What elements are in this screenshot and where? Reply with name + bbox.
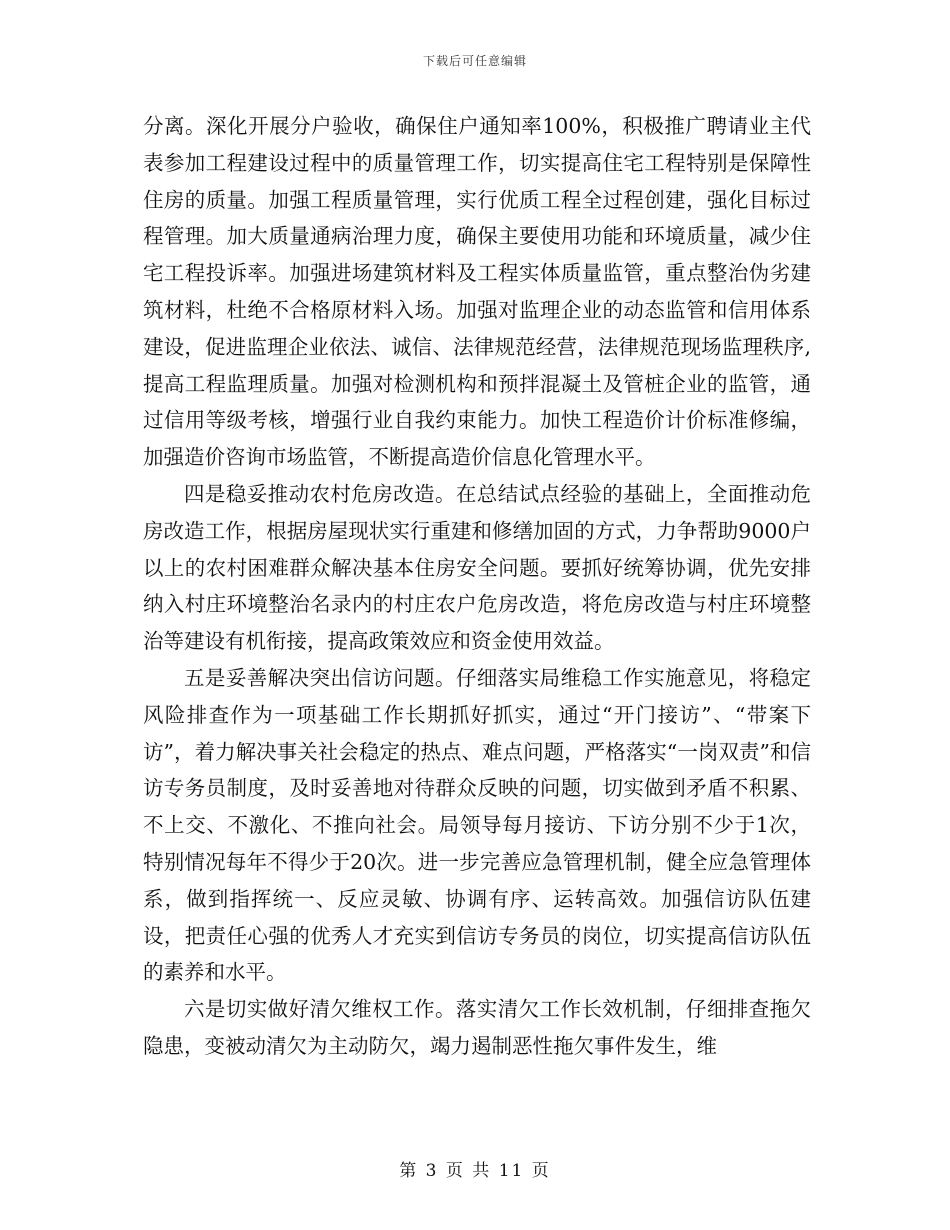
document-body <box>143 108 811 1065</box>
page-header-note: 下载后可任意编辑 <box>422 54 527 68</box>
page-number: 第 3 页 共 11 页 <box>399 1161 551 1181</box>
paragraph-petitions: 五是妥善解决突出信访问题。仔细落实局维稳工作实施意见，将稳定风险排查作为一项基础工作长期抓好抓实，通过“开门接访”、“带案下访”，着力解决事关社会稳定的热点、难点问题，严格落实“一岗双责”和信访专务员制度，及时妥善地对待群众反映的问题，切实做到矛盾不积累、不上交、不激化、不推向社会。局领导每月接访、下访分别不少于1次，特别情况每年不得少于20次。进一步完善应急管理机制，健全应急管理体系，做到指挥统一、反应灵敏、协调有序、运转高效。加强信访队伍建设，把责任心强的优秀人才充实到信访专务员的岗位，切实提高信访队伍的素养和水平。 <box>143 665 811 985</box>
paragraph-continued: 分离。深化开展分户验收，确保住户通知率100%，积极推广聘请业主代表参加工程建设过程中的质量管理工作，切实提高住宅工程特别是保障性住房的质量。加强工程质量管理，实行优质工程全过程创建，强化目标过程管理。加大质量通病治理力度，确保主要使用功能和环境质量，减少住宅工程投诉率。加强进场建筑材料及工程实体质量监管，重点整治伪劣建筑材料，杜绝不合格原材料入场。加强对监理企业的动态监管和信用体系建设，促进监理企业依法、诚信、法律规范经营，法律规范现场监理秩序,提高工程监理质量。加强对检测机构和预拌混凝土及管桩企业的监管，通过信用等级考核，增强行业自我约束能力。加快工程造价计价标准修编，加强造价咨询市场监管，不断提高造价信息化管理水平。 <box>143 114 811 470</box>
paragraph-wage-arrears: 六是切实做好清欠维权工作。落实清欠工作长效机制，仔细排查拖欠隐患，变被动清欠为主动防欠，竭力遏制恶性拖欠事件发生，维 <box>143 997 811 1058</box>
paragraph-rural-housing: 四是稳妥推动农村危房改造。在总结试点经验的基础上，全面推动危房改造工作，根据房屋现状实行重建和修缮加固的方式，力争帮助9000户以上的农村困难群众解决基本住房安全问题。要抓好统筹协调，优先安排纳入村庄环境整治名录内的村庄农户危房改造，将危房改造与村庄环境整治等建设有机衔接，提高政策效应和资金使用效益。 <box>143 481 811 654</box>
